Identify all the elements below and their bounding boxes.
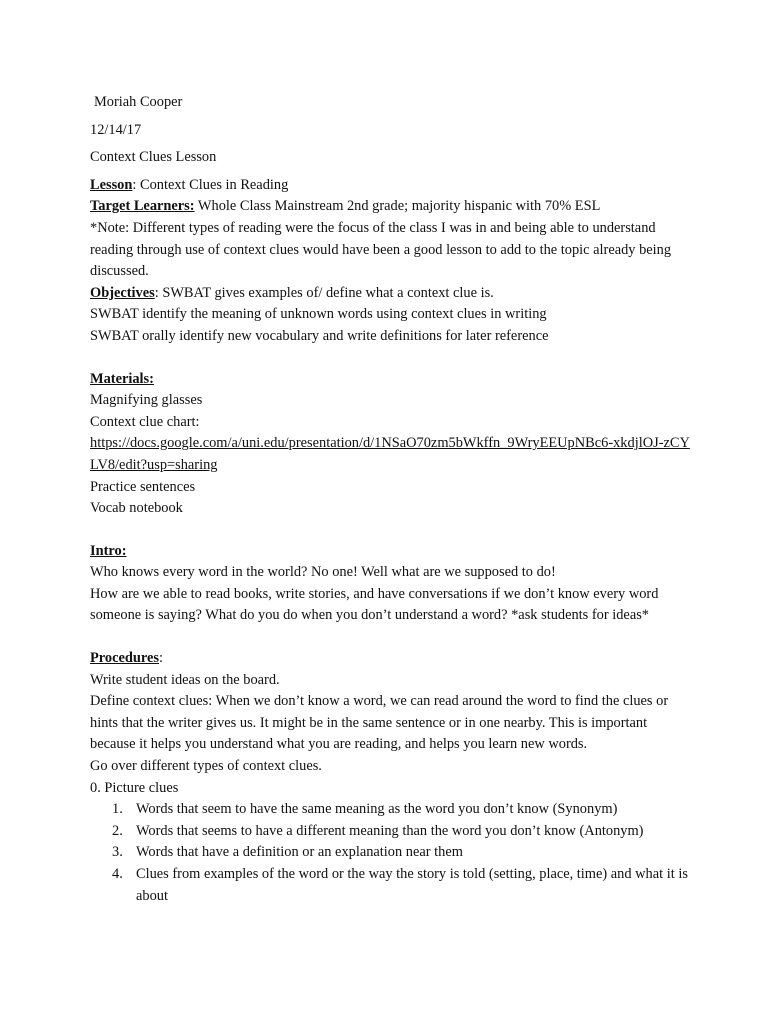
list-item-number: 1. (112, 801, 123, 818)
document-title: Context Clues Lesson (90, 149, 217, 166)
target-learners-value: Whole Class Mainstream 2nd grade; majority hispanic with 70% ESL (194, 198, 601, 215)
list-item (112, 864, 690, 907)
materials-item: Vocab notebook (90, 500, 183, 517)
context-clue-types-list (90, 799, 690, 907)
list-item-text: Words that seems to have a different meaning than the word you don’t know (Antonym) (136, 822, 644, 839)
list-item-number: 3. (112, 844, 123, 861)
objective-item: SWBAT identify the meaning of unknown words using context clues in writing (90, 306, 547, 323)
procedure-paragraph: Define context clues: When we don’t know a word, we can read around the word to find the clues or hints that the writer gives us. It might be in the same sentence or in one nearby. This is important because it helps you understand what you are reading, and helps you learn new words. (90, 693, 669, 753)
procedure-line: 0. Picture clues (90, 779, 179, 796)
intro-paragraph: How are we able to read books, write stories, and have conversations if we don’t know every word someone is saying? What do you do when you don’t understand a word? *ask students for ideas* (90, 585, 659, 624)
list-item (112, 842, 690, 864)
lesson-line (90, 175, 690, 197)
list-item-text: Words that seem to have the same meaning as the word you don’t know (Synonym) (136, 801, 618, 818)
intro-heading: Intro: (90, 542, 127, 559)
objectives-label: Objectives (90, 284, 155, 301)
materials-item: Magnifying glasses (90, 392, 203, 409)
list-item-text: Words that have a definition or an explanation near them (136, 844, 463, 861)
target-note: *Note: Different types of reading were the focus of the class I was in and being able to understand reading through use of context clues would have been a good lesson to add to the topic already being discussed. (90, 219, 672, 280)
procedure-line: Go over different types of context clues. (90, 758, 322, 775)
list-item-number: 2. (112, 822, 123, 839)
objectives-line (90, 283, 690, 305)
intro-line: Who knows every word in the world? No one! Well what are we supposed to do! (90, 564, 556, 581)
lesson-date: 12/14/17 (90, 121, 142, 138)
list-item-number: 4. (112, 866, 123, 882)
objectives-value: : SWBAT gives examples of/ define what a context clue is. (154, 284, 494, 301)
procedures-heading: Procedures (90, 650, 160, 667)
materials-item: Practice sentences (90, 478, 196, 495)
materials-heading: Materials: (90, 370, 154, 387)
list-item (112, 799, 690, 821)
lesson-value: : Context Clues in Reading (132, 176, 289, 193)
procedures-colon: : (159, 650, 164, 667)
document-page (90, 92, 690, 907)
author-name: Moriah Cooper (94, 94, 183, 110)
procedures-heading-line (90, 648, 690, 670)
materials-item: Context clue chart: (90, 413, 200, 430)
target-learners-label: Target Learners: (90, 198, 195, 215)
lesson-label: Lesson (90, 176, 133, 193)
list-item-text: Clues from examples of the word or the way the story is told (setting, place, time) and what it is about (136, 866, 688, 904)
list-item (112, 821, 690, 843)
procedure-line: Write student ideas on the board. (90, 671, 280, 688)
target-learners-line (90, 196, 690, 218)
objective-item: SWBAT orally identify new vocabulary and write definitions for later reference (90, 327, 549, 344)
context-clue-chart-link[interactable]: https://docs.google.com/a/uni.edu/presentation/d/1NSaO70zm5bWkffn_9WryEEUpNBc6-xkdjlOJ-zCYLV8/edit?usp=sharing (90, 435, 690, 473)
